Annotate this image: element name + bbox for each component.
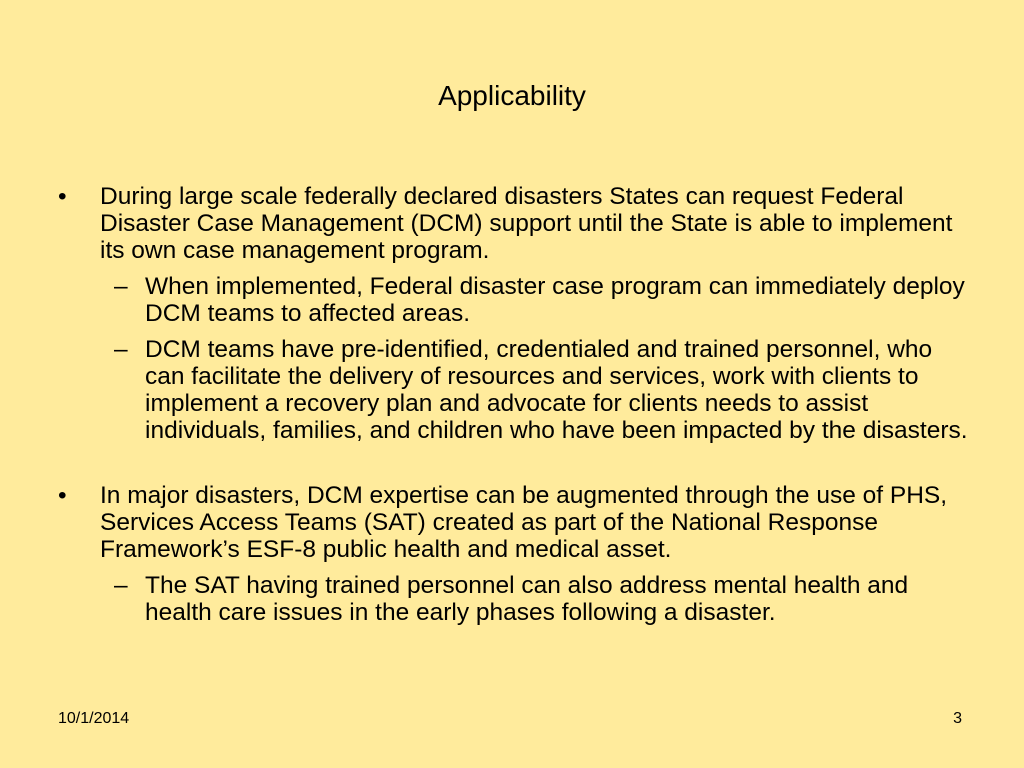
bullet-2	[58, 482, 978, 563]
sub-bullet-1-1-text: When implemented, Federal disaster case program can immediately deploy DCM teams to affected areas.	[145, 273, 965, 327]
bullet-1	[58, 183, 978, 264]
sub-bullet-1-2-text: DCM teams have pre-identified, credentialed and trained personnel, who can facilitate the delivery of resources and services, work with clients to implement a recovery plan and advocate for clients needs to assist individuals, families, and children who have been impacted by the disasters.	[145, 336, 968, 444]
bullet-1-text: During large scale federally declared disasters States can request Federal Disaster Case Management (DCM) support until the State is able to implement its own case management program.	[100, 183, 953, 264]
bullet-marker: •	[58, 183, 67, 210]
spacer	[58, 444, 978, 482]
bullet-marker: •	[58, 482, 67, 509]
sub-bullet-marker: –	[114, 336, 128, 363]
slide-title: Applicability	[438, 80, 586, 111]
sub-bullet-marker: –	[114, 572, 128, 599]
bullet-2-text: In major disasters, DCM expertise can be augmented through the use of PHS, Services Access Teams (SAT) created as part of the National Response Framework’s ESF-8 public health and medical asset.	[100, 482, 948, 563]
sub-bullet-2-1-text: The SAT having trained personnel can also address mental health and health care issues in the early phases following a disaster.	[145, 572, 909, 626]
slide-content	[58, 183, 978, 626]
sub-bullet-1-1	[58, 273, 978, 327]
footer-date: 10/1/2014	[58, 710, 130, 727]
sub-bullet-marker: –	[114, 273, 128, 300]
footer-page-number: 3	[953, 710, 962, 727]
sub-bullet-1-2	[58, 336, 978, 444]
sub-bullet-2-1	[58, 572, 978, 626]
